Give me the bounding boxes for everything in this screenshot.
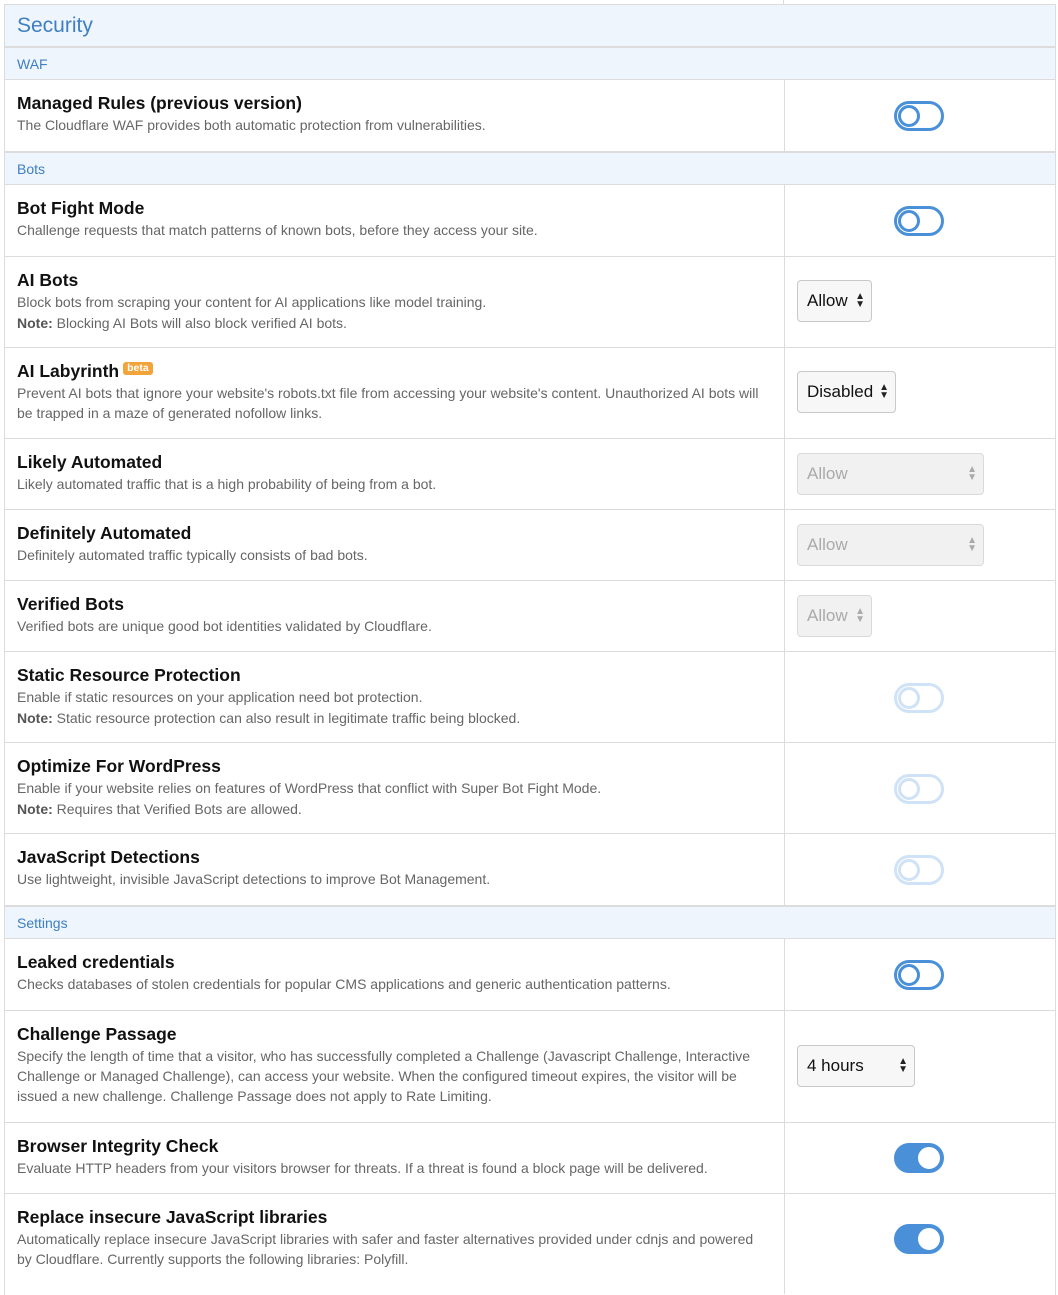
leaked-credentials-toggle[interactable] xyxy=(894,960,944,990)
select-arrows-icon: ▲ ▼ xyxy=(879,382,889,401)
setting-description: Definitely automated traffic typically consists of bad bots. xyxy=(17,547,368,563)
setting-description: Prevent AI bots that ignore your website's robots.txt file from accessing your website's content. Unauthorized AI bots will be trapped in a maze of generated nofollow links. xyxy=(17,385,759,421)
managed-rules-toggle[interactable] xyxy=(894,101,944,131)
group-title-bots: Bots xyxy=(17,161,46,177)
setting-title: Likely Automated xyxy=(17,452,163,472)
setting-title: Optimize For WordPress xyxy=(17,756,221,776)
toggle-knob xyxy=(898,210,920,232)
setting-row-optimize-wordpress xyxy=(5,743,1055,834)
setting-title: Managed Rules (previous version) xyxy=(17,93,302,113)
verified-bots-select[interactable] xyxy=(797,595,872,637)
toggle-knob xyxy=(918,1147,940,1169)
toggle-knob xyxy=(898,859,920,881)
setting-description: Specify the length of time that a visitor, who has successfully completed a Challenge (Javascript Challenge, Interactive Challenge or Managed Challenge), can access your website. When the configured timeout expires, the visitor will be issued a new challenge. Challenge Passage does not apply to Rate Limiting. xyxy=(17,1048,751,1104)
setting-note xyxy=(17,708,767,728)
group-header-waf xyxy=(5,47,1055,80)
challenge-passage-select[interactable] xyxy=(797,1045,915,1087)
note-text: Static resource protection can also result in legitimate traffic being blocked. xyxy=(52,710,521,726)
setting-description: The Cloudflare WAF provides both automatic protection from vulnerabilities. xyxy=(17,117,486,133)
setting-row-likely-automated xyxy=(5,439,1055,510)
select-value: Allow xyxy=(807,606,848,625)
setting-title: Bot Fight Mode xyxy=(17,198,145,218)
setting-description: Use lightweight, invisible JavaScript detections to improve Bot Management. xyxy=(17,871,491,887)
select-value: Allow xyxy=(807,464,848,483)
select-arrows-icon: ▲ ▼ xyxy=(855,291,865,310)
setting-title: Replace insecure JavaScript libraries xyxy=(17,1207,328,1227)
setting-description: Likely automated traffic that is a high probability of being from a bot. xyxy=(17,476,437,492)
js-detections-toggle[interactable] xyxy=(894,855,944,885)
toggle-knob xyxy=(898,778,920,800)
select-arrows-icon: ▲ ▼ xyxy=(855,606,865,625)
select-value: Allow xyxy=(807,291,848,310)
setting-note xyxy=(17,799,767,819)
ai-labyrinth-select[interactable] xyxy=(797,371,896,413)
browser-integrity-toggle[interactable] xyxy=(894,1143,944,1173)
setting-description: Verified bots are unique good bot identities validated by Cloudflare. xyxy=(17,618,432,634)
setting-description: Automatically replace insecure JavaScript libraries with safer and faster alternatives provided under cdnjs and powered by Cloudflare. Currently supports the following libraries: Polyfill. xyxy=(17,1231,754,1267)
note-label: Note: xyxy=(17,710,53,726)
setting-row-browser-integrity xyxy=(5,1123,1055,1194)
setting-row-managed-rules xyxy=(5,80,1055,152)
toggle-knob xyxy=(898,105,920,127)
setting-row-definitely-automated xyxy=(5,510,1055,581)
replace-js-toggle[interactable] xyxy=(894,1224,944,1254)
toggle-knob xyxy=(898,964,920,986)
setting-title: Verified Bots xyxy=(17,594,124,614)
setting-row-ai-labyrinth xyxy=(5,348,1055,439)
toggle-knob xyxy=(918,1228,940,1250)
security-panel xyxy=(4,4,1056,1295)
select-value: Allow xyxy=(807,535,848,554)
definitely-automated-select[interactable] xyxy=(797,524,984,566)
setting-row-static-resource xyxy=(5,652,1055,743)
select-value: Disabled xyxy=(807,382,874,401)
select-arrows-icon: ▲ ▼ xyxy=(898,1056,908,1075)
note-label: Note: xyxy=(17,801,53,817)
setting-row-replace-js xyxy=(5,1194,1055,1294)
group-title-settings: Settings xyxy=(17,915,68,931)
group-title-waf: WAF xyxy=(17,56,48,72)
group-header-settings xyxy=(5,906,1055,939)
setting-title: Challenge Passage xyxy=(17,1024,177,1044)
ai-bots-select[interactable] xyxy=(797,280,872,322)
setting-row-challenge-passage xyxy=(5,1011,1055,1123)
toggle-knob xyxy=(898,687,920,709)
select-value: 4 hours xyxy=(807,1056,864,1075)
note-label: Note: xyxy=(17,315,53,331)
setting-description: Evaluate HTTP headers from your visitors browser for threats. If a threat is found a block page will be delivered. xyxy=(17,1160,708,1176)
setting-title: Browser Integrity Check xyxy=(17,1136,219,1156)
group-header-bots xyxy=(5,152,1055,185)
likely-automated-select[interactable] xyxy=(797,453,984,495)
setting-row-verified-bots xyxy=(5,581,1055,652)
select-arrows-icon: ▲ ▼ xyxy=(967,464,977,483)
setting-title: Leaked credentials xyxy=(17,952,175,972)
setting-description: Enable if static resources on your application need bot protection. xyxy=(17,689,423,705)
setting-description: Checks databases of stolen credentials for popular CMS applications and generic authentication patterns. xyxy=(17,976,671,992)
static-resource-toggle[interactable] xyxy=(894,683,944,713)
setting-title: Definitely Automated xyxy=(17,523,192,543)
setting-title: AI Bots xyxy=(17,270,79,290)
setting-note xyxy=(17,313,767,333)
bot-fight-mode-toggle[interactable] xyxy=(894,206,944,236)
setting-row-ai-bots xyxy=(5,257,1055,348)
section-header xyxy=(5,5,1055,47)
setting-description: Challenge requests that match patterns of known bots, before they access your site. xyxy=(17,222,538,238)
setting-row-bot-fight-mode xyxy=(5,185,1055,257)
section-title: Security xyxy=(17,14,93,37)
note-text: Requires that Verified Bots are allowed. xyxy=(52,801,302,817)
setting-title-wrap xyxy=(17,360,767,382)
optimize-wordpress-toggle[interactable] xyxy=(894,774,944,804)
setting-description: Block bots from scraping your content for AI applications like model training. xyxy=(17,294,487,310)
setting-title: AI Labyrinth xyxy=(17,361,120,381)
select-arrows-icon: ▲ ▼ xyxy=(967,535,977,554)
setting-title: Static Resource Protection xyxy=(17,665,241,685)
setting-row-js-detections xyxy=(5,834,1055,906)
setting-row-leaked-credentials xyxy=(5,939,1055,1011)
setting-title: JavaScript Detections xyxy=(17,847,200,867)
beta-badge: beta xyxy=(123,362,153,375)
note-text: Blocking AI Bots will also block verified AI bots. xyxy=(52,315,347,331)
setting-description: Enable if your website relies on features of WordPress that conflict with Super Bot Fight Mode. xyxy=(17,780,602,796)
